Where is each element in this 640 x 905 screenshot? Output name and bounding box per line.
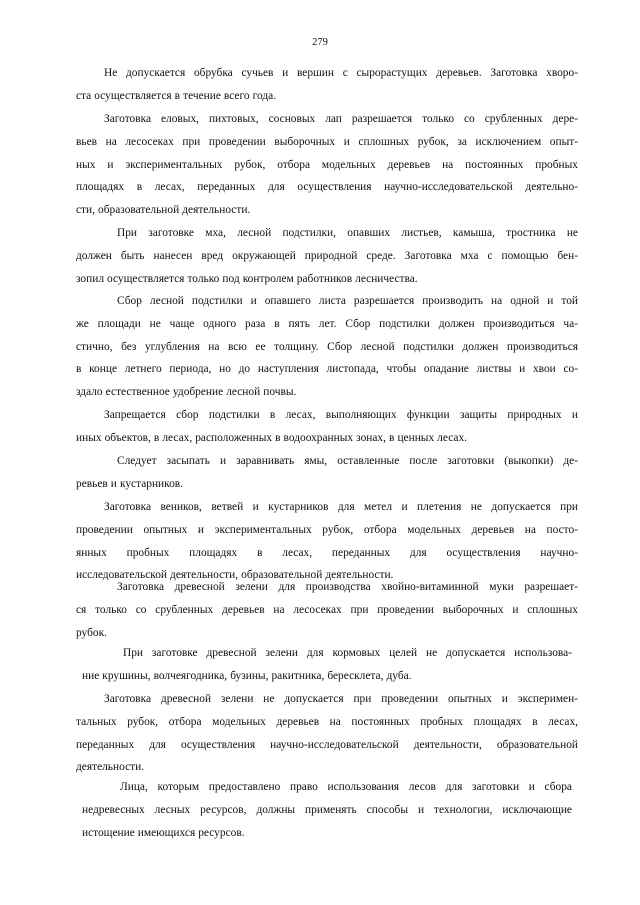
paragraph-line: ние крушины, волчеягодника, бузины, ракитника, бересклета, дуба. — [82, 669, 412, 682]
paragraph-line: Сбор лесной подстилки и опавшего листа разрешается производить на одной и той — [117, 295, 578, 307]
paragraph-7 — [104, 496, 578, 519]
paragraph-line: сти, образовательной деятельности. — [76, 204, 251, 217]
paragraph-3 — [117, 222, 578, 245]
paragraph-6-cont — [76, 473, 578, 496]
paragraph-line: Заготовка веников, ветвей и кустарников для метел и плетения не допускается при — [104, 501, 578, 513]
paragraph-line: ся только со срубленных деревьев на лесосеках при проведении выборочных и сплошных — [76, 603, 578, 616]
paragraph-line: Заготовка древесной зелени не допускается при проведении опытных и эксперимен- — [104, 693, 578, 705]
paragraph-5-cont — [76, 427, 578, 450]
paragraph-line: здало естественное удобрение лесной почвы. — [76, 386, 297, 399]
paragraph-line: исследовательской деятельности, образовательной деятельности. — [76, 569, 394, 582]
paragraph-9-cont — [82, 665, 572, 688]
paragraph-line: Не допускается обрубка сучьев и вершин с сырорастущих деревьев. Заготовка хворо- — [104, 67, 578, 79]
paragraph-line: ста осуществляется в течение всего года. — [76, 89, 277, 102]
paragraph-line: Лица, которым предоставлено право использования лесов для заготовки и сбора — [120, 781, 572, 793]
paragraph-line: иных объектов, в лесах, расположенных в водоохранных зонах, в ценных лесах. — [76, 431, 467, 444]
paragraph-2 — [104, 108, 578, 131]
paragraph-11 — [120, 776, 572, 799]
paragraph-line: переданных для осуществления научно-исследовательской деятельности, образовательной — [76, 738, 578, 751]
paragraph-line: вьев на лесосеках при проведении выборочных и сплошных рубок, за исключением опыт- — [76, 135, 578, 148]
paragraph-line: Заготовка еловых, пихтовых, сосновых лап разрешается только со срубленных дере- — [104, 113, 578, 125]
paragraph-line: тальных рубок, отбора модельных деревьев на постоянных пробных площадях в лесах, — [76, 715, 578, 728]
paragraph-1-cont — [76, 85, 578, 108]
paragraph-5 — [104, 404, 578, 427]
paragraph-line: площадях в лесах, переданных для осуществления научно-исследовательской деятельно- — [76, 181, 578, 194]
paragraph-11-cont — [82, 799, 572, 845]
paragraph-line: должен быть нанесен вред окружающей природной среде. Заготовка мха с помощью бен- — [76, 249, 578, 262]
paragraph-line: ных и экспериментальных рубок, отбора модельных деревьев на постоянных пробных — [76, 158, 578, 171]
paragraph-line: При заготовке мха, лесной подстилки, опавших листьев, камыша, тростника не — [117, 227, 578, 239]
paragraph-line: янных пробных площадях в лесах, переданных для осуществления научно- — [76, 546, 578, 559]
paragraph-4 — [117, 290, 578, 313]
page-number: 279 — [312, 37, 328, 48]
paragraph-line: зопил осуществляется только под контролем работников лесничества. — [76, 272, 418, 285]
paragraph-line: истощение имеющихся ресурсов. — [82, 826, 245, 839]
paragraph-line: ревьев и кустарников. — [76, 477, 184, 490]
paragraph-line: Запрещается сбор подстилки в лесах, выполняющих функции защиты природных и — [104, 409, 578, 421]
paragraph-10-cont — [76, 711, 578, 779]
paragraph-line: недревесных лесных ресурсов, должны применять способы и технологии, исключающие — [82, 803, 572, 816]
paragraph-6 — [117, 450, 578, 473]
paragraph-line: в конце летнего периода, но до наступления листопада, чтобы опадание листвы и хвои со- — [76, 363, 578, 376]
paragraph-3-cont — [76, 245, 578, 291]
paragraph-4-cont — [76, 313, 578, 404]
paragraph-8-cont — [76, 599, 578, 645]
paragraph-line: же площади не чаще одного раза в пять лет. Сбор подстилки должен производиться ча- — [76, 317, 578, 330]
paragraph-line: Заготовка древесной зелени для производства хвойно-витаминной муки разрешает- — [117, 581, 578, 593]
paragraph-9 — [123, 642, 572, 665]
paragraph-line: деятельности. — [76, 761, 145, 774]
paragraph-8 — [117, 576, 578, 599]
paragraph-10 — [104, 688, 578, 711]
paragraph-line: стично, без углубления на всю ее толщину. Сбор лесной подстилки должен производиться — [76, 340, 578, 353]
paragraph-line: проведении опытных и экспериментальных рубок, отбора модельных деревьев на посто- — [76, 523, 578, 536]
paragraph-line: рубок. — [76, 626, 107, 639]
paragraph-line: Следует засыпать и заравнивать ямы, оставленные после заготовки (выкопки) де- — [117, 455, 578, 467]
paragraph-1 — [104, 62, 578, 85]
paragraph-2-cont — [76, 131, 578, 222]
paragraph-line: При заготовке древесной зелени для кормовых целей не допускается использова- — [123, 647, 572, 659]
